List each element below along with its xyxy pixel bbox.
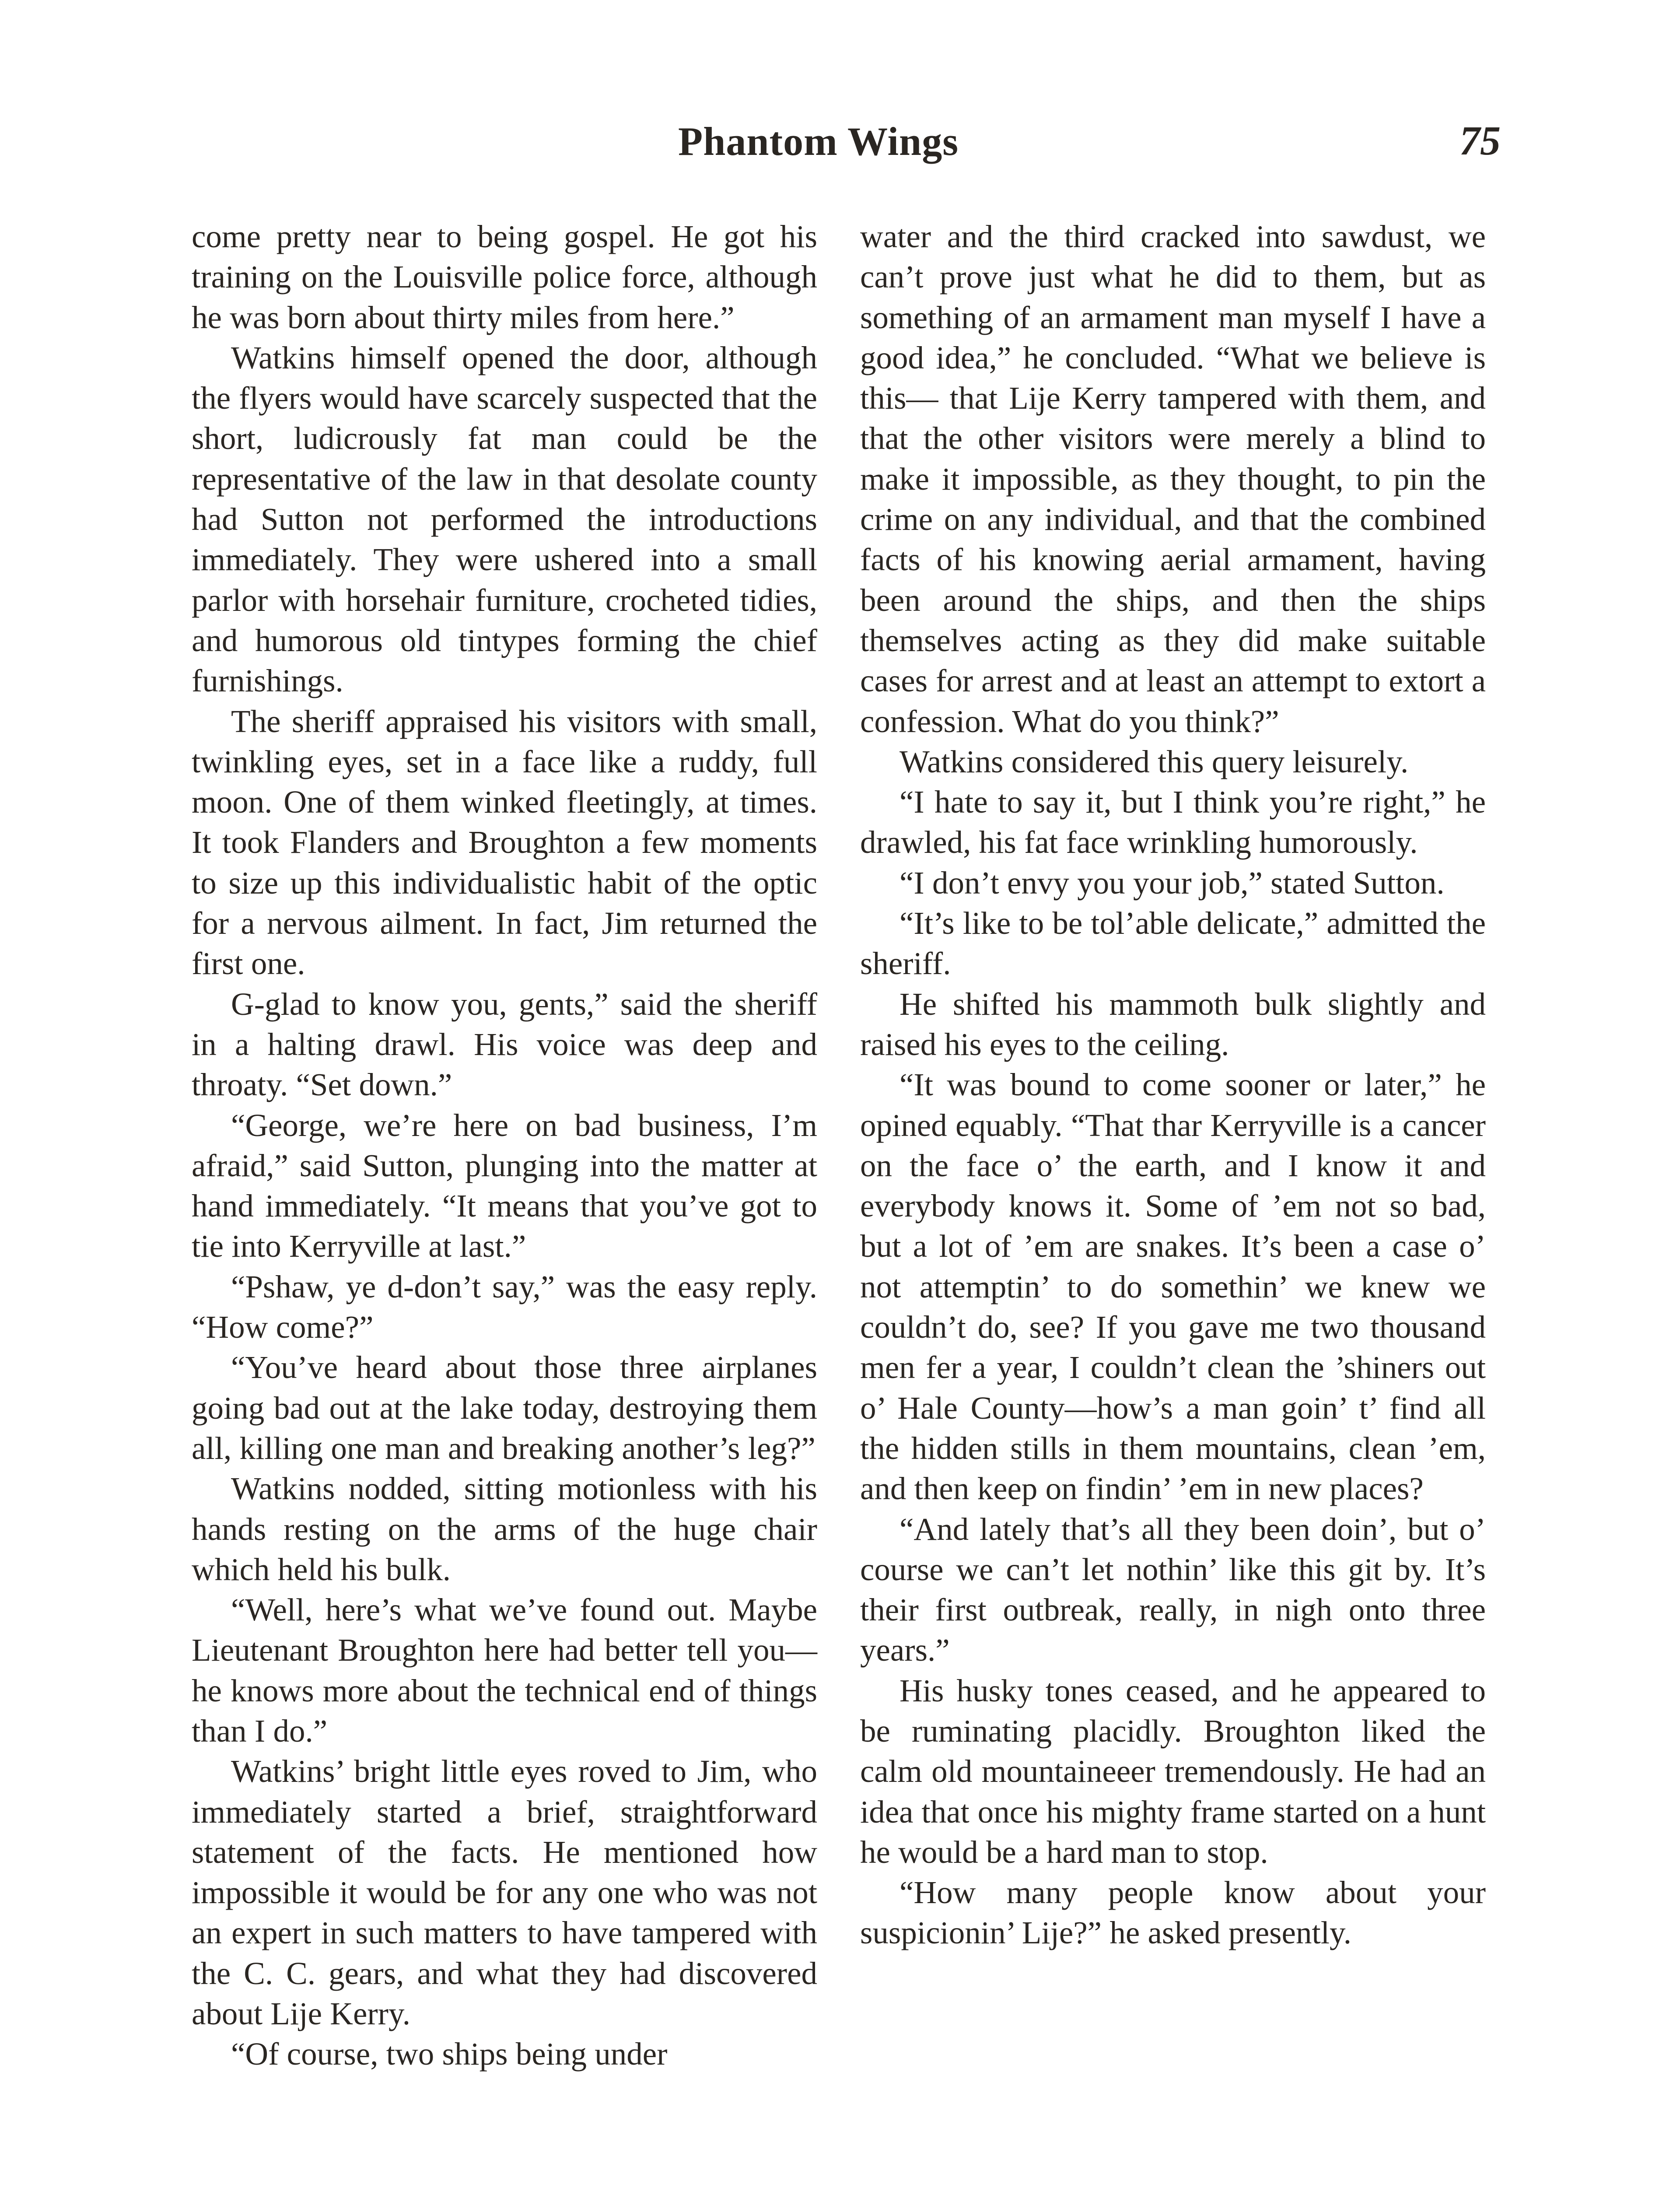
paragraph: “And lately that’s all they been doin’, but o’ course we can’t let nothin’ like this git by. It’s their first outbreak, really, in nigh onto three years.” [860,1511,1486,1668]
paragraph: His husky tones ceased, and he appeared to be ruminating placidly. Broughton liked the calm old mountaineeer tremendously. He had an idea that once his mighty frame started on a hunt he would be a hard man to stop. [860,1673,1486,1870]
paragraph: “You’ve heard about those three airplanes going bad out at the lake today, destroying them all, killing one man and breaking another’s leg?” [192,1350,817,1466]
paragraph: “Of course, two ships being under [231,2036,668,2072]
paragraph: come pretty near to being gospel. He got his training on the Louisville police force, although he was born about thirty miles from here.” [192,219,817,335]
paragraph: “I don’t envy you your job,” stated Sutton. [900,865,1445,901]
paragraph: “It’s like to be tol’able delicate,” admitted the sheriff. [860,905,1486,982]
paragraph: “I hate to say it, but I think you’re right,” he drawled, his fat face wrinkling humorously. [860,784,1486,860]
right-text-column [860,217,1486,1953]
paragraph: He shifted his mammoth bulk slightly and raised his eyes to the ceiling. [860,986,1486,1062]
paragraph: “George, we’re here on bad business, I’m afraid,” said Sutton, plunging into the matter at hand immediately. “It means that you’ve got to tie into Kerryville at last.” [192,1107,817,1264]
paragraph: “It was bound to come sooner or later,” he opined equably. “That thar Kerryville is a cancer on the face o’ the earth, and I know it and everybody knows it. Some of ’em not so bad, but a lot of ’em are snakes. It’s been a case o’ not attemptin’ to do somethin’ we knew we couldn’t do, see? If you gave me two thousand men fer a year, I couldn’t clean the ’shiners out o’ Hale County—how’s a man goin’ t’ find all the hidden stills in them mountains, clean ’em, and then keep on findin’ ’em in new places? [860,1067,1486,1507]
paragraph: Watkins considered this query leisurely. [900,743,1409,779]
paragraph: Watkins nodded, sitting motionless with his hands resting on the arms of the huge chair which held his bulk. [192,1471,817,1587]
running-head-title: Phantom Wings [678,119,959,164]
paragraph: Watkins’ bright little eyes roved to Jim, who immediately started a brief, straightforward statement of the facts. He mentioned how impossible it would be for any one who was not an expert in such matters to have tampered with the C. C. gears, and what they had discovered about Lije Kerry. [192,1753,817,2032]
paragraph: “Well, here’s what we’ve found out. Maybe Lieutenant Broughton here had better tell you—he knows more about the technical end of things than I do.” [192,1592,817,1749]
paragraph: The sheriff appraised his visitors with small, twinkling eyes, set in a face like a ruddy, full moon. One of them winked fleetingly, at times. It took Flanders and Broughton a few moments to size up this individualistic habit of the optic for a nervous ailment. In fact, Jim returned the first one. [192,703,817,982]
page-number: 75 [1460,118,1501,164]
paragraph: G-glad to know you, gents,” said the sheriff in a halting drawl. His voice was deep and throaty. “Set down.” [192,986,817,1103]
paragraph: Watkins himself opened the door, although the flyers would have scarcely suspected that the short, ludicrously fat man could be the representative of the law in that desolate county had Sutton not performed the introductions immediately. They were ushered into a small parlor with horsehair furniture, crocheted tidies, and humorous old tintypes forming the chief furnishings. [192,340,817,699]
paragraph: “How many people know about your suspicionin’ Lije?” he asked presently. [860,1875,1486,1951]
paragraph: water and the third cracked into sawdust, we can’t prove just what he did to them, but as something of an armament man myself I have a good idea,” he concluded. “What we believe is this— that Lije Kerry tampered with them, and that the other visitors were merely a blind to make it impossible, as they thought, to pin the crime on any individual, and that the combined facts of his knowing aerial armament, having been around the ships, and then the ships themselves acting as they did make suitable cases for arrest and at least an attempt to extort a confession. What do you think?” [860,219,1486,739]
left-text-column [192,217,817,2075]
paragraph: “Pshaw, ye d-don’t say,” was the easy reply. “How come?” [192,1269,817,1345]
